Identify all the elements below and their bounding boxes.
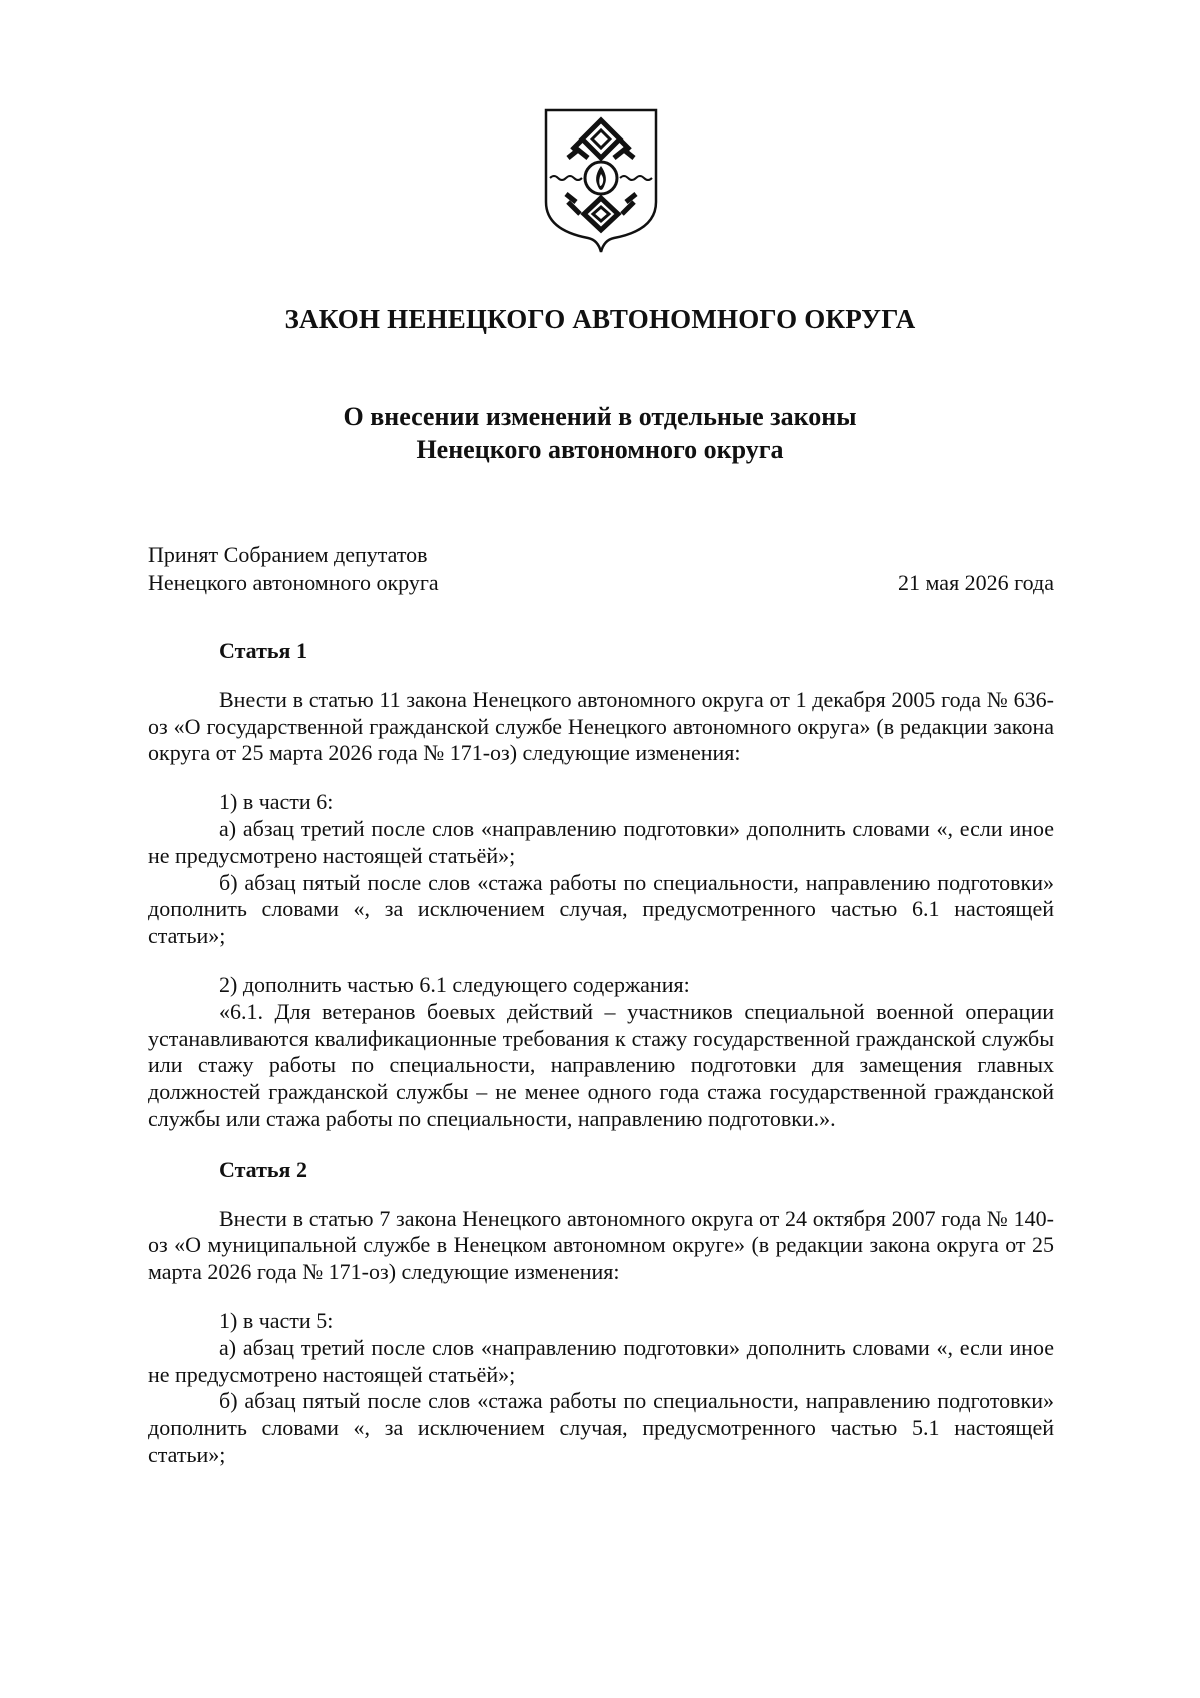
article-2-heading: Статья 2	[219, 1156, 307, 1182]
adoption-line-1: Принят Собранием депутатов	[148, 542, 428, 567]
article-1-intro: Внести в статью 11 закона Ненецкого автономного округа от 1 декабря 2005 года № 636-оз «О государственной гражданской службе Ненецкого автономного округа» (в редакции закона округа от 25 марта 2026 года № 171-оз) следующие изменения:	[148, 686, 1054, 766]
coat-of-arms-icon	[542, 106, 660, 256]
article-1	[148, 638, 1054, 1133]
adoption-date: 21 мая 2026 года	[898, 570, 1054, 595]
article-1-item-1: 1) в части 6:	[219, 789, 334, 815]
article-2-intro: Внести в статью 7 закона Ненецкого автономного округа от 24 октября 2007 года № 140-оз «О муниципальной службе в Ненецком автономном округе» (в редакции закона округа от 25 марта 2026 года № 171-оз) следующие изменения:	[148, 1205, 1054, 1285]
article-2-item-1a: а) абзац третий после слов «направлению подготовки» дополнить словами «, если иное не предусмотрено настоящей статьёй»;	[148, 1334, 1054, 1387]
law-title: ЗАКОН НЕНЕЦКОГО АВТОНОМНОГО ОКРУГА	[284, 304, 916, 334]
article-2-item-1: 1) в части 5:	[219, 1307, 334, 1333]
article-1-item-1b: б) абзац пятый после слов «стажа работы по специальности, направлению подготовки» дополнить словами «, за исключением случая, предусмотренного частью 6.1 настоящей статьи»;	[148, 869, 1054, 949]
article-1-heading: Статья 1	[219, 638, 307, 663]
article-2	[148, 1157, 1054, 1469]
adoption-line-2: Ненецкого автономного округа	[148, 570, 439, 595]
adoption-note	[148, 541, 439, 597]
article-2-item-1b: б) абзац пятый после слов «стажа работы по специальности, направлению подготовки» дополнить словами «, за исключением случая, предусмотренного частью 5.1 настоящей статьи»;	[148, 1388, 1054, 1467]
law-body	[148, 638, 1054, 1469]
subtitle-line-1: О внесении изменений в отдельные законы	[343, 402, 857, 431]
article-1-item-2: 2) дополнить частью 6.1 следующего содержания:	[219, 971, 690, 997]
article-1-item-1a: а) абзац третий после слов «направлению подготовки» дополнить словами «, если иное не предусмотрено настоящей статьёй»;	[148, 815, 1054, 868]
subtitle-line-2: Ненецкого автономного округа	[416, 435, 784, 464]
article-1-item-2-text: «6.1. Для ветеранов боевых действий – участников специальной военной операции устанавливаются квалификационные требования к стажу государственной гражданской службы или стажу работы по специальности, направлению подготовки для замещения главных должностей гражданской службы – не менее одного года стажа государственной гражданской службы или стажа работы по специальности, направлению подготовки.».	[148, 998, 1054, 1131]
law-subtitle	[0, 400, 1200, 466]
